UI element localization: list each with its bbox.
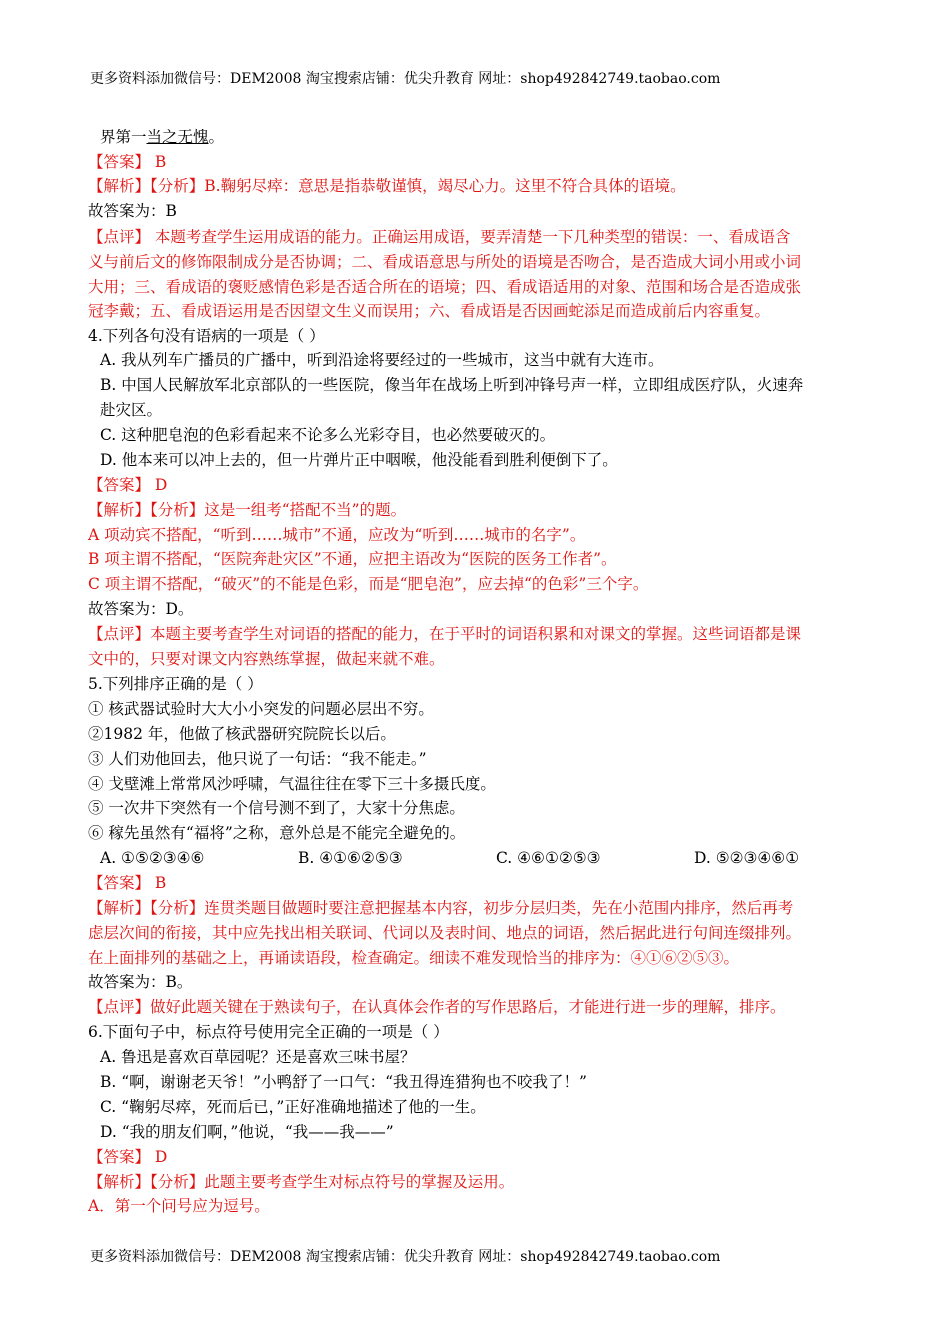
q6-option: A. 鲁迅是喜欢百草园呢？还是喜欢三味书屋？ — [100, 1048, 416, 1066]
q5-option-b: B. ④①⑥②⑤③ — [298, 849, 403, 867]
q3-comment-line: 冠李戴；五、看成语运用是否因望文生义而误用；六、看成语是否因画蛇添足而造成前后内容重复。 — [88, 302, 771, 320]
q4-option: C. 这种肥皂泡的色彩看起来不论多么光彩夺目，也必然要破灭的。 — [100, 426, 556, 444]
q4-option-continued: 赴灾区。 — [100, 401, 163, 419]
q5-option-c: C. ④⑥①②⑤③ — [496, 849, 601, 867]
q4-analysis-line: C 项主谓不搭配，“破灭”的不能是色彩，而是“肥皂泡”，应去掉“的色彩”三个字。 — [88, 575, 649, 593]
q6-option: C. “鞠躬尽瘁，死而后已，”正好准确地描述了他的一生。 — [100, 1098, 486, 1116]
q3-result: 故答案为：B — [88, 202, 177, 220]
q3-tail-line: 界第一当之无愧。 — [100, 128, 225, 146]
q3-analysis: 【解析】【分析】B.鞠躬尽瘁：意思是指恭敬谨慎，竭尽心力。这里不符合具体的语境。 — [88, 177, 686, 195]
q4-option: B. 中国人民解放军北京部队的一些医院，像当年在战场上听到冲锋号声一样，立即组成医疗队，火速奔 — [100, 376, 804, 394]
q4-result: 故答案为：D。 — [88, 600, 194, 618]
q5-option-a: A. ①⑤②③④⑥ — [100, 849, 205, 867]
q6-stem: 6.下面句子中，标点符号使用完全正确的一项是（ ） — [88, 1023, 449, 1041]
q3-answer: 【答案】 B — [88, 153, 167, 171]
q5-item: ⑤ 一次井下突然有一个信号测不到了，大家十分焦虑。 — [88, 799, 465, 817]
q6-analysis: 【解析】【分析】此题主要考查学生对标点符号的掌握及运用。 — [88, 1173, 515, 1191]
q5-analysis-line: 在上面排列的基础之上，再诵读语段，检查确定。细读不难发现恰当的排序为：④①⑥②⑤③。 — [88, 949, 740, 967]
page-footer: 更多资料添加微信号：DEM2008 淘宝搜索店铺：优尖升教育 网址：shop492842749.taobao.com — [90, 1249, 721, 1265]
q6-note: A．第一个问号应为逗号。 — [88, 1197, 270, 1215]
q4-analysis-line: B 项主谓不搭配，“医院奔赴灾区”不通，应把主语改为“医院的医务工作者”。 — [88, 550, 617, 568]
q5-result: 故答案为：B。 — [88, 973, 193, 991]
q5-answer: 【答案】 B — [88, 874, 167, 892]
q4-option: A. 我从列车广播员的广播中，听到沿途将要经过的一些城市，这当中就有大连市。 — [100, 351, 664, 369]
q4-comment-line: 文中的，只要对课文内容熟练掌握，做起来就不难。 — [88, 650, 445, 668]
q6-answer: 【答案】 D — [88, 1148, 168, 1166]
q5-analysis-line: 虑层次间的衔接，其中应先找出相关联词、代词以及表时间、地点的词语，然后据此进行句间连缀排列。 — [88, 924, 802, 942]
q5-item: ① 核武器试验时大大小小突发的问题必层出不穷。 — [88, 700, 434, 718]
q6-option: D. “我的朋友们啊，”他说，“我——我——” — [100, 1123, 394, 1141]
q5-item: ④ 戈壁滩上常常风沙呼啸，气温往往在零下三十多摄氏度。 — [88, 775, 496, 793]
q5-item: ②1982 年，他做了核武器研究院院长以后。 — [88, 725, 396, 743]
q5-item: ⑥ 稼先虽然有“福将”之称，意外总是不能完全避免的。 — [88, 824, 466, 842]
q4-comment-line: 【点评】本题主要考查学生对词语的搭配的能力，在于平时的词语积累和对课文的掌握。这些词语都是课 — [88, 625, 802, 643]
q5-stem: 5.下列排序正确的是（ ） — [88, 675, 263, 693]
q5-item: ③ 人们劝他回去，他只说了一句话：“我不能走。” — [88, 750, 427, 768]
q5-comment: 【点评】做好此题关键在于熟读句子，在认真体会作者的写作思路后，才能进行进一步的理解，排序。 — [88, 998, 786, 1016]
q4-option: D. 他本来可以冲上去的，但一片弹片正中咽喉，他没能看到胜利便倒下了。 — [100, 451, 618, 469]
q4-stem: 4.下列各句没有语病的一项是（ ） — [88, 327, 325, 345]
page-header: 更多资料添加微信号：DEM2008 淘宝搜索店铺：优尖升教育 网址：shop492842749.taobao.com — [90, 71, 721, 87]
q4-answer: 【答案】 D — [88, 476, 168, 494]
q3-comment-line: 义与前后文的修饰限制成分是否协调；二、看成语意思与所处的语境是否吻合，是否造成大词小用或小词 — [88, 253, 802, 271]
q4-analysis-line: A 项动宾不搭配，“听到……城市”不通，应改为“听到……城市的名字”。 — [88, 526, 586, 544]
q3-comment-line: 【点评】 本题考查学生运用成语的能力。正确运用成语，要弄清楚一下几种类型的错误：一、看成语含 — [88, 228, 791, 246]
q4-analysis-line: 【解析】【分析】这是一组考“搭配不当”的题。 — [88, 501, 407, 519]
q5-option-d: D. ⑤②③④⑥① — [694, 849, 800, 867]
underlined-idiom: 当之无愧 — [146, 128, 209, 146]
q3-comment-line: 大用；三、看成语的褒贬感情色彩是否适合所在的语境；四、看成语适用的对象、范围和场合是否造成张 — [88, 278, 802, 296]
q5-analysis-line: 【解析】【分析】连贯类题目做题时要注意把握基本内容，初步分层归类，先在小范围内排序，然后再考 — [88, 899, 794, 917]
q6-option: B. “啊，谢谢老天爷！”小鸭舒了一口气：“我丑得连猎狗也不咬我了！” — [100, 1073, 587, 1091]
